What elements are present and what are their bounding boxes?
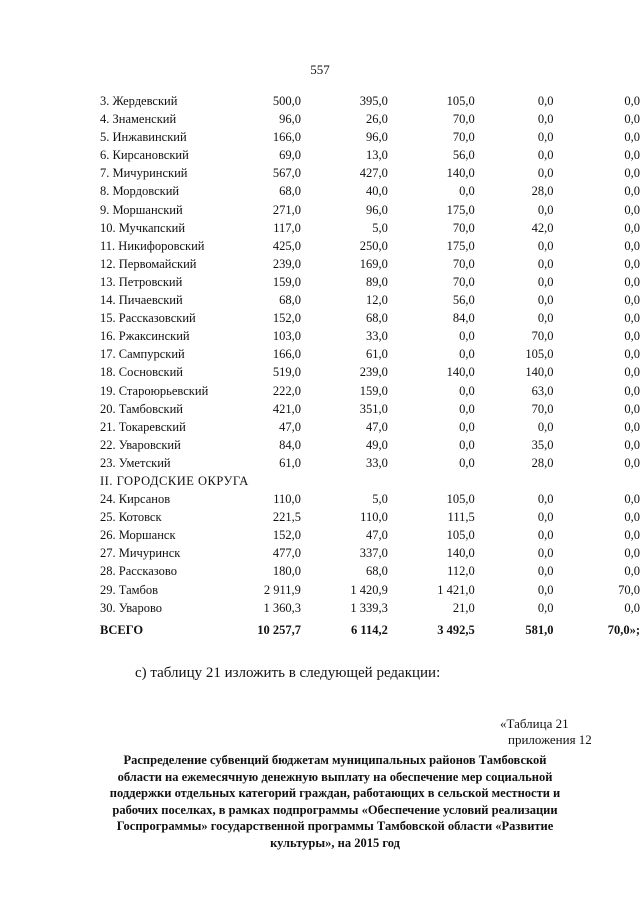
table-row xyxy=(100,309,640,327)
section-row xyxy=(100,472,640,490)
value-v2: 395,0 xyxy=(359,94,388,108)
value-v4: 35,0 xyxy=(531,437,554,452)
value-v3: 0,0 xyxy=(459,437,475,452)
subvention-table xyxy=(100,92,640,643)
value-v1: 500,0 xyxy=(272,94,301,108)
value-v1: 2 911,9 xyxy=(263,582,301,597)
value-v5: 0,0 xyxy=(624,546,640,561)
table-row xyxy=(100,146,640,164)
value-v2: 169,0 xyxy=(359,256,388,271)
table-row xyxy=(100,382,640,400)
district-name: 30. Уварово xyxy=(100,600,163,615)
value-v1: 180,0 xyxy=(272,564,301,579)
value-v1: 117,0 xyxy=(273,220,301,235)
value-v3: 1 421,0 xyxy=(437,582,475,597)
value-v1: 1 360,3 xyxy=(263,600,301,615)
table-row xyxy=(100,526,640,544)
total-v4: 581,0 xyxy=(525,622,554,637)
total-row xyxy=(100,617,640,643)
table-ref-line1: «Таблица 21 xyxy=(500,716,569,731)
value-v2: 1 339,3 xyxy=(350,600,388,615)
value-v4: 0,0 xyxy=(537,582,554,597)
value-v5: 0,0 xyxy=(624,528,640,543)
value-v5: 0,0 xyxy=(624,148,640,163)
table-row xyxy=(100,237,640,255)
value-v4: 0,0 xyxy=(537,311,554,326)
value-v2: 68,0 xyxy=(365,311,388,326)
total-v3: 3 492,5 xyxy=(437,622,475,637)
value-v2: 61,0 xyxy=(365,347,388,362)
value-v3: 0,0 xyxy=(459,455,475,470)
district-name: 29. Тамбов xyxy=(100,582,159,597)
value-v2: 96,0 xyxy=(365,130,388,145)
value-v1: 47,0 xyxy=(279,419,301,434)
value-v2: 351,0 xyxy=(359,401,388,416)
value-v4: 0,0 xyxy=(537,419,554,434)
table-row xyxy=(100,508,640,526)
district-name: 7. Мичуринский xyxy=(100,166,188,181)
value-v4: 0,0 xyxy=(537,238,554,253)
value-v5: 0,0 xyxy=(624,293,640,308)
value-v4: 0,0 xyxy=(537,274,554,289)
value-v4: 28,0 xyxy=(531,184,554,199)
section-title: II. ГОРОДСКИЕ ОКРУГА xyxy=(100,473,249,488)
table-row xyxy=(100,562,640,580)
value-v5: 0,0 xyxy=(624,329,640,344)
value-v4: 0,0 xyxy=(537,492,554,507)
table-reference xyxy=(500,716,592,748)
value-v1: 68,0 xyxy=(279,293,301,308)
district-name: 14. Пичаевский xyxy=(100,293,183,308)
value-v5: 0,0 xyxy=(624,365,640,380)
value-v3: 175,0 xyxy=(446,202,475,217)
value-v5: 0,0 xyxy=(624,419,640,434)
value-v5: 0,0 xyxy=(624,455,640,470)
value-v1: 239,0 xyxy=(272,256,301,271)
value-v1: 166,0 xyxy=(272,347,301,362)
value-v2: 33,0 xyxy=(365,329,388,344)
table-ref-line2: приложения 12 xyxy=(508,732,592,747)
value-v2: 26,0 xyxy=(365,112,388,127)
value-v2: 68,0 xyxy=(365,564,388,579)
value-v5: 0,0 xyxy=(624,510,640,525)
value-v1: 68,0 xyxy=(279,184,301,199)
value-v1: 567,0 xyxy=(272,166,301,181)
value-v2: 5,0 xyxy=(372,220,388,235)
value-v2: 159,0 xyxy=(359,383,388,398)
table-row xyxy=(100,581,640,599)
value-v3: 140,0 xyxy=(446,166,475,181)
value-v1: 152,0 xyxy=(272,311,301,326)
table-row xyxy=(100,128,640,146)
value-v5: 0,0 xyxy=(624,256,640,271)
city-rows xyxy=(100,490,640,617)
value-v5: 0,0 xyxy=(624,564,640,579)
district-name: 21. Токаревский xyxy=(100,419,186,434)
table-row xyxy=(100,599,640,617)
table-row xyxy=(100,110,640,128)
value-v3: 0,0 xyxy=(459,419,475,434)
instruction-text: с) таблицу 21 изложить в следующей редакции: xyxy=(135,665,441,681)
value-v5: 0,0 xyxy=(624,202,640,217)
value-v2: 1 420,9 xyxy=(350,582,388,597)
value-v1: 477,0 xyxy=(272,546,301,561)
value-v3: 84,0 xyxy=(452,311,475,326)
district-name: 24. Кирсанов xyxy=(100,492,171,507)
total-v5: 70,0»; xyxy=(607,622,640,637)
district-name: 23. Уметский xyxy=(100,455,171,470)
value-v3: 70,0 xyxy=(452,112,475,127)
table-row xyxy=(100,219,640,237)
value-v1: 103,0 xyxy=(272,329,301,344)
value-v4: 0,0 xyxy=(537,510,554,525)
value-v5: 0,0 xyxy=(624,311,640,326)
district-name: 8. Мордовский xyxy=(100,184,180,199)
value-v4: 28,0 xyxy=(531,455,554,470)
value-v3: 70,0 xyxy=(452,130,475,145)
district-name: 19. Староюрьевский xyxy=(100,383,209,398)
value-v5: 0,0 xyxy=(624,401,640,416)
value-v3: 56,0 xyxy=(452,148,475,163)
value-v2: 427,0 xyxy=(359,166,388,181)
value-v2: 239,0 xyxy=(359,365,388,380)
value-v4: 0,0 xyxy=(537,202,554,217)
value-v5: 0,0 xyxy=(624,238,640,253)
value-v4: 0,0 xyxy=(537,600,554,615)
district-name: 27. Мичуринск xyxy=(100,546,181,561)
total-v2: 6 114,2 xyxy=(351,622,388,637)
section-header xyxy=(100,472,640,490)
value-v2: 337,0 xyxy=(359,546,388,561)
value-v3: 0,0 xyxy=(459,329,475,344)
value-v5: 0,0 xyxy=(624,94,640,108)
district-name: 4. Знаменский xyxy=(100,112,177,127)
value-v4: 0,0 xyxy=(537,94,554,108)
district-name: 6. Кирсановский xyxy=(100,148,189,163)
table-row xyxy=(100,345,640,363)
value-v5: 0,0 xyxy=(624,220,640,235)
value-v4: 0,0 xyxy=(537,528,554,543)
value-v1: 519,0 xyxy=(272,365,301,380)
value-v1: 96,0 xyxy=(279,112,301,127)
value-v4: 42,0 xyxy=(531,220,554,235)
value-v1: 222,0 xyxy=(272,383,301,398)
value-v2: 47,0 xyxy=(365,419,388,434)
value-v4: 0,0 xyxy=(537,293,554,308)
value-v3: 0,0 xyxy=(459,347,475,362)
district-name: 15. Рассказовский xyxy=(100,311,196,326)
table-row xyxy=(100,182,640,200)
value-v1: 166,0 xyxy=(272,130,301,145)
value-v3: 21,0 xyxy=(452,600,475,615)
table-row xyxy=(100,436,640,454)
value-v3: 112,0 xyxy=(447,564,475,579)
table-row xyxy=(100,400,640,418)
table-row xyxy=(100,255,640,273)
value-v3: 105,0 xyxy=(446,492,475,507)
value-v5: 0,0 xyxy=(624,166,640,181)
value-v1: 221,5 xyxy=(272,510,301,525)
value-v4: 63,0 xyxy=(531,383,554,398)
total-v1: 10 257,7 xyxy=(257,622,301,637)
district-name: 20. Тамбовский xyxy=(100,401,183,416)
value-v4: 0,0 xyxy=(537,564,554,579)
district-name: 18. Сосновский xyxy=(100,365,183,380)
value-v5: 70,0 xyxy=(618,582,640,597)
value-v5: 0,0 xyxy=(624,112,640,127)
value-v3: 56,0 xyxy=(452,293,475,308)
district-name: 22. Уваровский xyxy=(100,437,181,452)
value-v2: 96,0 xyxy=(365,202,388,217)
value-v3: 105,0 xyxy=(446,94,475,108)
table-heading: Распределение субвенций бюджетам муниципальных районов Тамбовской области на ежемесячную денежную выплату на обеспечение мер социальной поддержки отдельных категорий граждан, работающих в сельской местности и рабочих поселках, в рамках подпрограммы «Обеспечение условий реализации Госпрограммы» государственной программы Тамбовской области «Развитие культуры», на 2015 год xyxy=(109,753,561,850)
value-v4: 0,0 xyxy=(537,148,554,163)
value-v3: 175,0 xyxy=(446,238,475,253)
value-v5: 0,0 xyxy=(624,130,640,145)
value-v3: 70,0 xyxy=(452,220,475,235)
total-section xyxy=(100,617,640,643)
district-name: 12. Первомайский xyxy=(100,256,197,271)
value-v3: 140,0 xyxy=(446,365,475,380)
value-v1: 69,0 xyxy=(279,148,301,163)
table-row xyxy=(100,92,640,110)
value-v3: 70,0 xyxy=(452,256,475,271)
district-name: 16. Ржаксинский xyxy=(100,329,190,344)
district-name: 3. Жердевский xyxy=(100,94,178,108)
district-name: 17. Сампурский xyxy=(100,347,185,362)
value-v3: 70,0 xyxy=(452,274,475,289)
district-name: 11. Никифоровский xyxy=(100,238,205,253)
value-v2: 5,0 xyxy=(372,492,388,507)
value-v4: 70,0 xyxy=(531,401,554,416)
district-name: 28. Рассказово xyxy=(100,564,177,579)
value-v1: 84,0 xyxy=(279,437,301,452)
value-v5: 0,0 xyxy=(624,347,640,362)
value-v5: 0,0 xyxy=(624,184,640,199)
value-v3: 105,0 xyxy=(446,528,475,543)
district-name: 9. Моршанский xyxy=(100,202,183,217)
value-v2: 12,0 xyxy=(365,293,388,308)
value-v4: 0,0 xyxy=(537,546,554,561)
table-row xyxy=(100,164,640,182)
value-v5: 0,0 xyxy=(624,492,640,507)
value-v4: 70,0 xyxy=(531,329,554,344)
value-v2: 250,0 xyxy=(359,238,388,253)
table-row xyxy=(100,201,640,219)
page-number: 557 xyxy=(310,62,330,77)
table-row xyxy=(100,418,640,436)
value-v3: 0,0 xyxy=(459,184,475,199)
value-v2: 89,0 xyxy=(365,274,388,289)
value-v1: 271,0 xyxy=(272,202,301,217)
value-v5: 0,0 xyxy=(624,383,640,398)
value-v2: 47,0 xyxy=(365,528,388,543)
value-v3: 0,0 xyxy=(459,401,475,416)
value-v5: 0,0 xyxy=(624,437,640,452)
value-v3: 0,0 xyxy=(459,383,475,398)
value-v1: 159,0 xyxy=(272,274,301,289)
district-name: 13. Петровский xyxy=(100,274,183,289)
value-v4: 0,0 xyxy=(537,166,554,181)
table-row xyxy=(100,544,640,562)
value-v5: 0,0 xyxy=(624,274,640,289)
table-row xyxy=(100,327,640,345)
value-v4: 0,0 xyxy=(537,256,554,271)
district-name: 5. Инжавинский xyxy=(100,130,187,145)
value-v4: 0,0 xyxy=(537,130,554,145)
value-v4: 0,0 xyxy=(537,112,554,127)
value-v1: 61,0 xyxy=(279,455,301,470)
table-row xyxy=(100,291,640,309)
table-row xyxy=(100,490,640,508)
value-v4: 105,0 xyxy=(525,347,554,362)
value-v4: 140,0 xyxy=(525,365,554,380)
table-row xyxy=(100,454,640,472)
value-v2: 40,0 xyxy=(365,184,388,199)
value-v5: 0,0 xyxy=(624,600,640,615)
value-v2: 33,0 xyxy=(365,455,388,470)
table-row xyxy=(100,363,640,381)
value-v3: 140,0 xyxy=(446,546,475,561)
table-row xyxy=(100,273,640,291)
district-name: 25. Котовск xyxy=(100,510,162,525)
value-v2: 13,0 xyxy=(365,148,388,163)
value-v2: 49,0 xyxy=(365,437,388,452)
value-v2: 110,0 xyxy=(360,510,388,525)
value-v1: 425,0 xyxy=(272,238,301,253)
value-v3: 111,5 xyxy=(447,510,475,525)
district-name: 10. Мучкапский xyxy=(100,220,186,235)
district-name: 26. Моршанск xyxy=(100,528,176,543)
value-v1: 421,0 xyxy=(272,401,301,416)
total-label: ВСЕГО xyxy=(100,622,144,637)
district-rows xyxy=(100,92,640,472)
value-v1: 152,0 xyxy=(272,528,301,543)
value-v1: 110,0 xyxy=(273,492,301,507)
